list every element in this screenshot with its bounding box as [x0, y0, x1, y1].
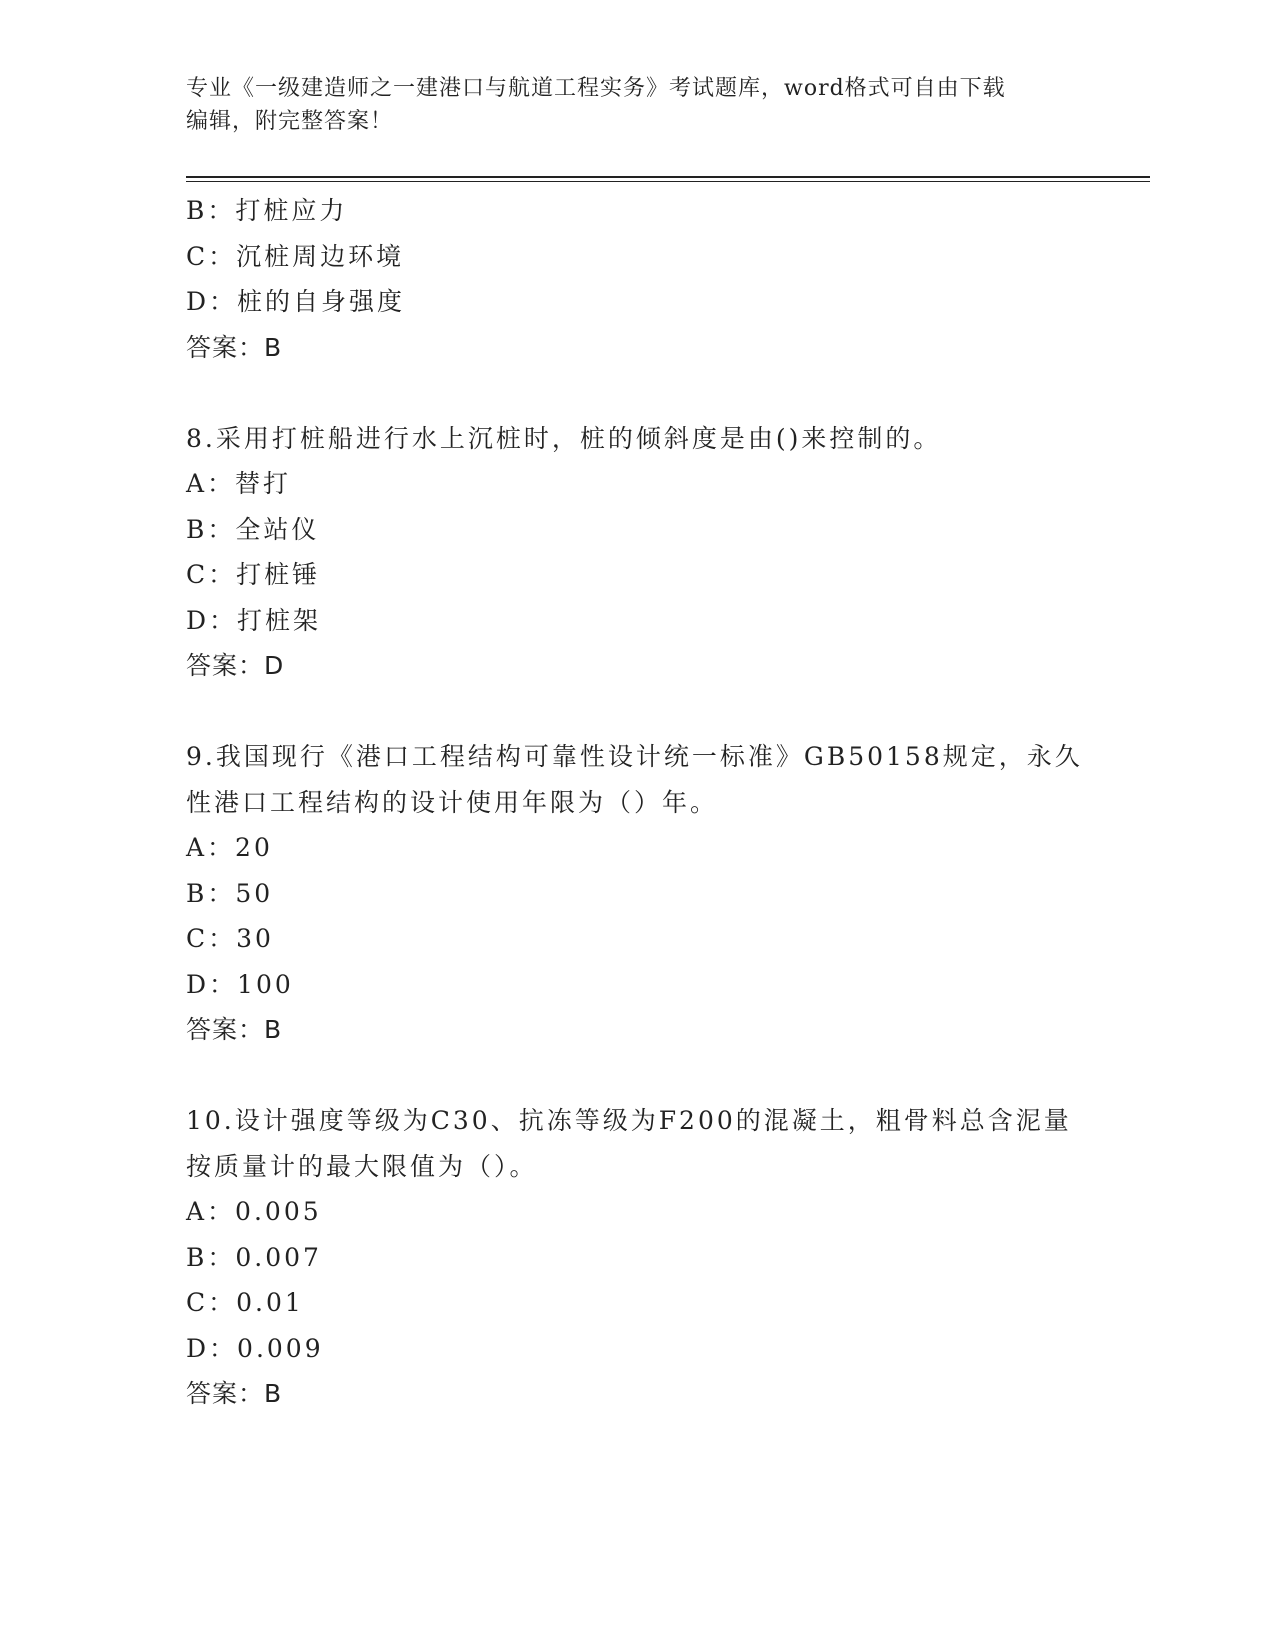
question-10: [186, 1098, 1086, 1417]
option-c: C：沉桩周边环境: [186, 241, 405, 271]
option-c: C：打桩锤: [186, 560, 321, 589]
question-text-line-2: 按质量计的最大限值为（）。: [186, 1151, 538, 1181]
header-line-1: 专业《一级建造师之一建港口与航道工程实务》考试题库，word格式可自由下载: [186, 76, 1006, 101]
answer: 答案：D: [186, 651, 285, 680]
option-a: A：替打: [186, 469, 292, 498]
question-9: [186, 734, 1086, 1053]
option-a: A：0.005: [186, 1197, 322, 1226]
option-d: D：100: [186, 969, 294, 999]
option-d: D：打桩架: [186, 605, 322, 635]
spacer: [186, 1053, 1086, 1099]
question-list: [186, 188, 1086, 1417]
option-c: C：30: [186, 924, 274, 953]
question-8: [186, 416, 1086, 689]
question-text-line-1: 10.设计强度等级为C30、抗冻等级为F200的混凝土，粗骨料总含泥量: [186, 1106, 1072, 1135]
header-line-2: 编辑，附完整答案！: [186, 109, 394, 134]
header-divider-thin: [186, 181, 1150, 182]
option-a: A：20: [186, 833, 273, 862]
option-c: C：0.01: [186, 1288, 304, 1317]
option-b: B：全站仪: [186, 514, 320, 544]
option-d: D：桩的自身强度: [186, 287, 406, 316]
answer: 答案：B: [186, 332, 283, 362]
spacer: [186, 370, 1086, 416]
answer: 答案：B: [186, 1379, 283, 1408]
option-b: B：0.007: [186, 1242, 322, 1272]
header-divider-thick: [186, 176, 1150, 178]
document-header: [186, 72, 1066, 138]
question-text: 8.采用打桩船进行水上沉桩时，桩的倾斜度是由()来控制的。: [186, 423, 942, 453]
answer: 答案：B: [186, 1015, 283, 1044]
spacer: [186, 689, 1086, 735]
option-b: B：打桩应力: [186, 196, 348, 225]
question-7-tail: [186, 188, 1086, 370]
option-b: B：50: [186, 878, 274, 908]
option-d: D：0.009: [186, 1333, 324, 1363]
question-text-line-2: 性港口工程结构的设计使用年限为（）年。: [186, 787, 719, 817]
question-text-line-1: 9.我国现行《港口工程结构可靠性设计统一标准》GB50158规定，永久: [186, 742, 1083, 771]
